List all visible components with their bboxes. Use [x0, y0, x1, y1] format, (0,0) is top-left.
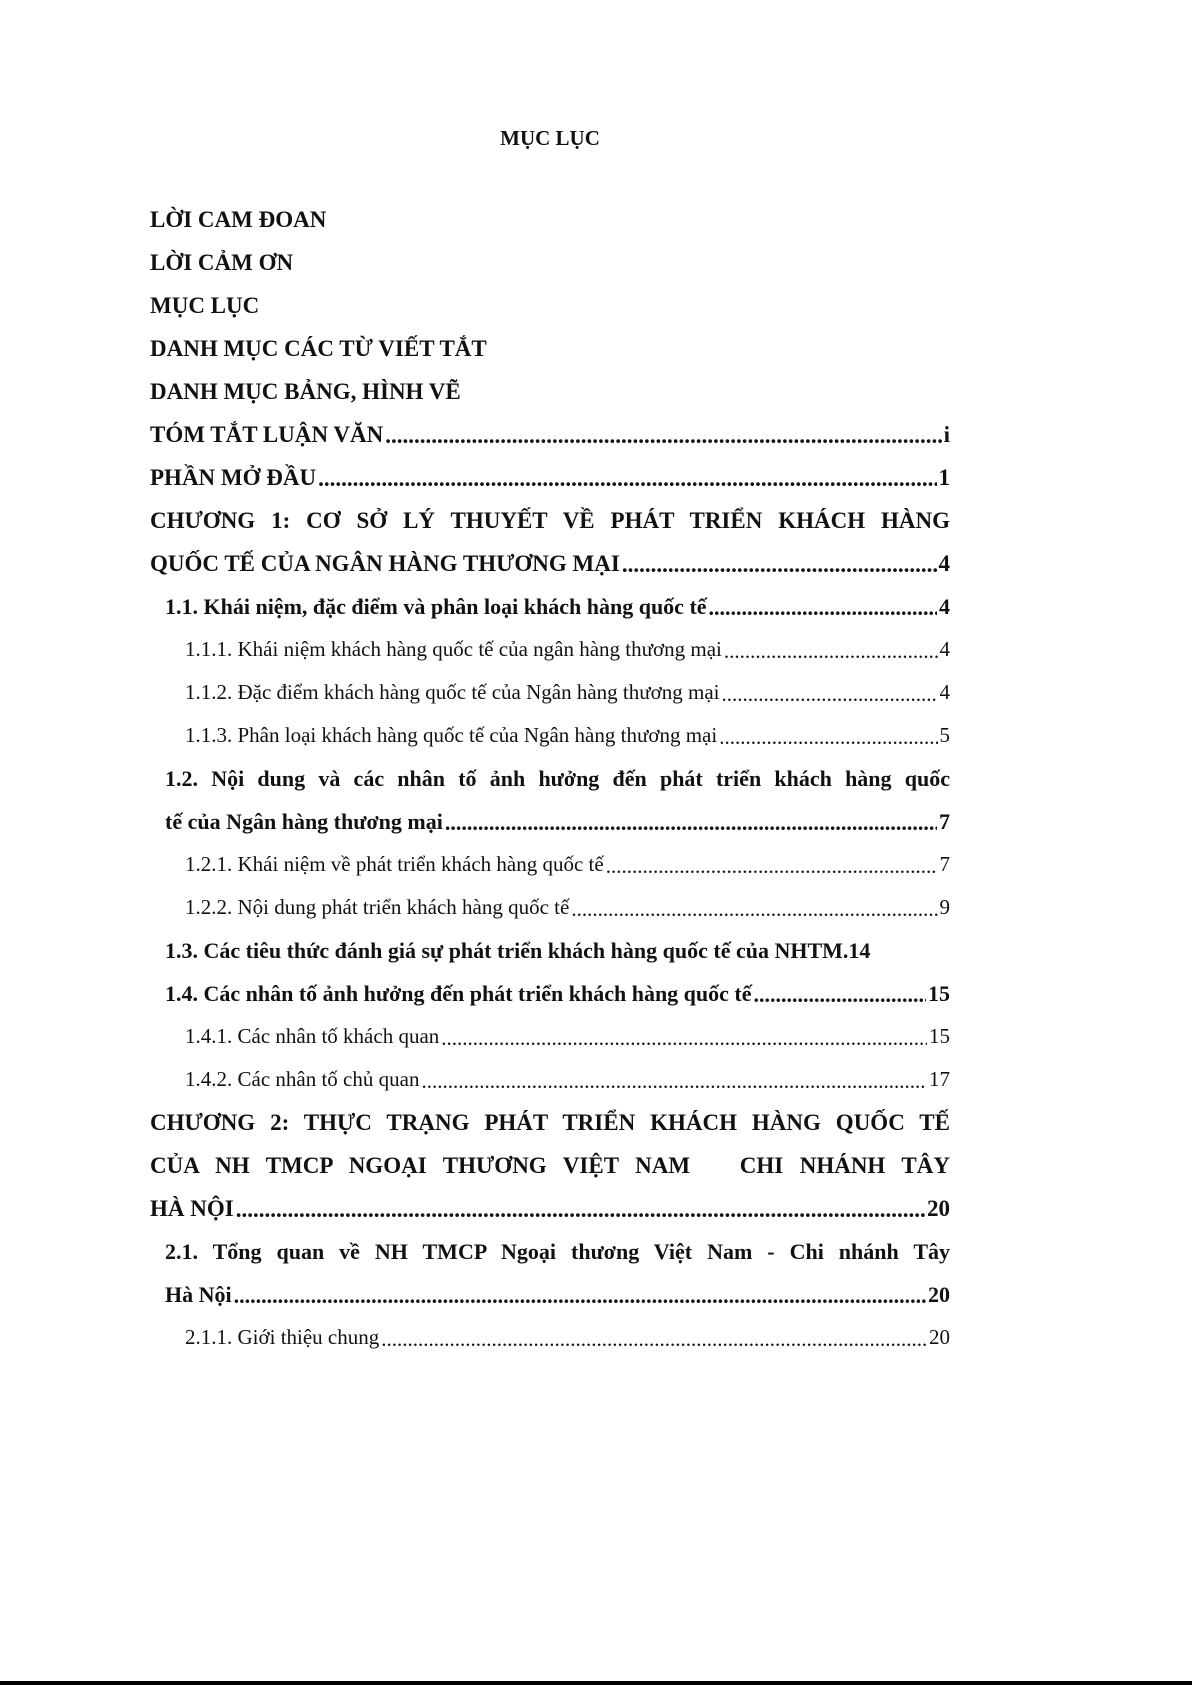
- toc-page-number: 9: [939, 895, 950, 919]
- toc-entry: [150, 800, 950, 843]
- toc-entry-text: 2.1.1. Giới thiệu chung: [185, 1325, 380, 1349]
- dot-leader: [421, 1071, 927, 1101]
- toc-entry-text: MỤC LỤC: [150, 292, 260, 318]
- toc-page-number: 7: [939, 808, 950, 834]
- toc-entry: [150, 714, 950, 757]
- toc-entry: [150, 628, 950, 671]
- dot-leader: [606, 856, 938, 886]
- toc-entry-text: CHƯƠNG 1: CƠ SỞ LÝ THUYẾT VỀ PHÁT TRIỂN KHÁCH HÀNG: [150, 507, 950, 533]
- toc-entry-text: 1.4.2. Các nhân tố chủ quan: [185, 1067, 420, 1091]
- toc-entry: [150, 1316, 950, 1359]
- toc-page-number: 4: [938, 550, 950, 576]
- toc-entry: [150, 886, 950, 929]
- toc-entry: [150, 1101, 950, 1144]
- toc-entry-text: 1.2. Nội dung và các nhân tố ảnh hưởng đến phát triển khách hàng quốc: [165, 765, 950, 791]
- dot-leader: [709, 597, 937, 628]
- toc-entry-text: LỜI CAM ĐOAN: [150, 206, 327, 232]
- toc-entry: [150, 585, 950, 628]
- toc-page-number: i: [943, 421, 950, 447]
- table-of-contents: [150, 198, 950, 1359]
- dot-leader: [571, 899, 937, 929]
- page-title: MỤC LỤC: [500, 126, 600, 150]
- toc-entry-text: PHẦN MỞ ĐẦU: [150, 464, 317, 490]
- toc-page-number: 20: [927, 1195, 950, 1221]
- toc-entry-text: 1.1.1. Khái niệm khách hàng quốc tế của ngân hàng thương mại: [185, 637, 722, 661]
- toc-entry-text: 1.2.2. Nội dung phát triển khách hàng quốc tế: [185, 895, 570, 919]
- toc-entry-text: 1.1.3. Phân loại khách hàng quốc tế của Ngân hàng thương mại: [185, 723, 718, 747]
- dot-leader: [445, 812, 937, 843]
- toc-page-number: 4: [939, 593, 950, 619]
- toc-entry: [150, 327, 950, 370]
- toc-entry: [150, 929, 950, 972]
- toc-entry: [150, 972, 950, 1015]
- toc-entry: [150, 757, 950, 800]
- toc-entry: [150, 284, 950, 327]
- toc-entry-text: 1.3. Các tiêu thức đánh giá sự phát triển khách hàng quốc tế của NHTM.: [165, 937, 849, 963]
- toc-page-number: 14: [848, 937, 871, 963]
- toc-page-number: 1: [938, 464, 950, 490]
- toc-page-number: 15: [929, 1024, 950, 1048]
- toc-entry-text: 1.4. Các nhân tố ảnh hưởng đến phát triển khách hàng quốc tế: [165, 980, 752, 1006]
- toc-entry-text: 1.1.2. Đặc điểm khách hàng quốc tế của Ngân hàng thương mại: [185, 680, 720, 704]
- dot-leader: [318, 467, 936, 499]
- bottom-edge-bar: [0, 1681, 1192, 1685]
- dot-leader: [719, 727, 937, 757]
- toc-entry: [150, 499, 950, 542]
- toc-entry-text: 2.1. Tổng quan về NH TMCP Ngoại thương Việt Nam - Chi nhánh Tây: [165, 1238, 950, 1264]
- dot-leader: [754, 984, 926, 1015]
- toc-entry: [150, 413, 950, 456]
- toc-entry-text: DANH MỤC BẢNG, HÌNH VẼ: [150, 378, 461, 404]
- toc-entry: [150, 456, 950, 499]
- toc-entry-text: LỜI CẢM ƠN: [150, 249, 294, 275]
- toc-entry-text: DANH MỤC CÁC TỪ VIẾT TẮT: [150, 335, 487, 361]
- toc-page-number: 20: [929, 1325, 950, 1349]
- toc-entry-text: 1.4.1. Các nhân tố khách quan: [185, 1024, 440, 1048]
- dot-leader: [722, 684, 938, 714]
- toc-page-number: 5: [939, 723, 950, 747]
- toc-entry-text: HÀ NỘI: [150, 1195, 234, 1221]
- dot-leader: [622, 553, 937, 585]
- toc-entry: [150, 370, 950, 413]
- toc-entry: [150, 542, 950, 585]
- toc-entry: [150, 198, 950, 241]
- toc-page-number: 15: [928, 980, 950, 1006]
- toc-entry: [150, 1187, 950, 1230]
- toc-entry-text: tế của Ngân hàng thương mại: [165, 808, 443, 834]
- toc-entry: [150, 1015, 950, 1058]
- toc-page-number: 17: [929, 1067, 950, 1091]
- toc-entry: [150, 671, 950, 714]
- dot-leader: [385, 424, 941, 456]
- toc-entry-text: QUỐC TẾ CỦA NGÂN HÀNG THƯƠNG MẠI: [150, 550, 620, 576]
- toc-entry: [150, 241, 950, 284]
- dot-leader: [234, 1285, 926, 1316]
- dot-leader: [236, 1198, 925, 1230]
- toc-entry-text: Hà Nội: [165, 1281, 232, 1307]
- toc-entry: [150, 1058, 950, 1101]
- toc-entry: [150, 1144, 950, 1187]
- toc-entry-text: TÓM TẮT LUẬN VĂN: [150, 421, 384, 447]
- dot-leader: [441, 1028, 927, 1058]
- toc-entry: [150, 843, 950, 886]
- toc-entry: [150, 1273, 950, 1316]
- toc-page-number: 4: [939, 637, 950, 661]
- toc-page-number: 20: [928, 1281, 950, 1307]
- toc-page-number: 7: [939, 852, 950, 876]
- toc-entry-text: 1.1. Khái niệm, đặc điểm và phân loại khách hàng quốc tế: [165, 593, 707, 619]
- toc-page-number: 4: [939, 680, 950, 704]
- toc-entry-text: 1.2.1. Khái niệm về phát triển khách hàng quốc tế: [185, 852, 604, 876]
- toc-entry-text: CỦA NH TMCP NGOẠI THƯƠNG VIỆT NAM CHI NHÁNH TÂY: [150, 1152, 950, 1178]
- dot-leader: [381, 1329, 927, 1359]
- toc-entry: [150, 1230, 950, 1273]
- dot-leader: [724, 641, 938, 671]
- toc-entry-text: CHƯƠNG 2: THỰC TRẠNG PHÁT TRIỂN KHÁCH HÀNG QUỐC TẾ: [150, 1109, 950, 1135]
